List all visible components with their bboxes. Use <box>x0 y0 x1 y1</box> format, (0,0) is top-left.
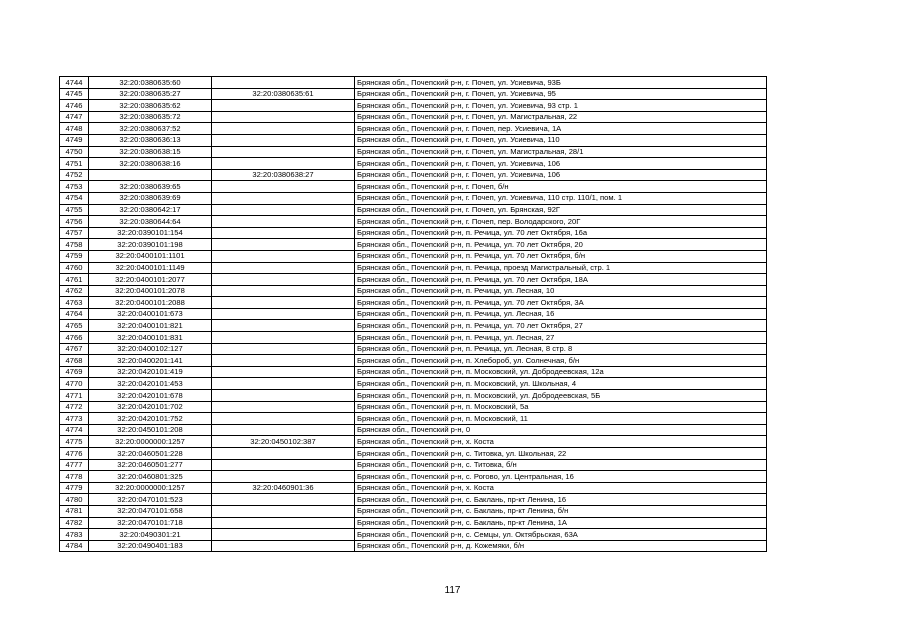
row-number-cell: 4746 <box>60 100 89 112</box>
row-number-cell: 4753 <box>60 181 89 193</box>
row-number-cell: 4760 <box>60 262 89 274</box>
previous-cadastral-number-cell <box>212 204 355 216</box>
cadastral-number-cell: 32:20:0000000:1257 <box>89 482 212 494</box>
address-cell: Брянская обл., Почепский р-н, г. Почеп, б/н <box>355 181 767 193</box>
address-cell: Брянская обл., Почепский р-н, с. Титовка, ул. Школьная, 22 <box>355 448 767 460</box>
previous-cadastral-number-cell <box>212 134 355 146</box>
address-cell: Брянская обл., Почепский р-н, г. Почеп, ул. Магистральная, 22 <box>355 111 767 123</box>
table-row <box>60 459 767 471</box>
address-cell: Брянская обл., Почепский р-н, с. Рогово, ул. Центральная, 16 <box>355 471 767 483</box>
row-number-cell: 4756 <box>60 216 89 228</box>
previous-cadastral-number-cell <box>212 424 355 436</box>
previous-cadastral-number-cell <box>212 227 355 239</box>
previous-cadastral-number-cell <box>212 158 355 170</box>
cadastral-number-cell: 32:20:0380636:13 <box>89 134 212 146</box>
previous-cadastral-number-cell <box>212 308 355 320</box>
table-row <box>60 239 767 251</box>
address-cell: Брянская обл., Почепский р-н, п. Речица, ул. 70 лет Октября, б/н <box>355 250 767 262</box>
address-cell: Брянская обл., Почепский р-н, г. Почеп, ул. Усиевича, 106 <box>355 158 767 170</box>
table-row <box>60 482 767 494</box>
row-number-cell: 4780 <box>60 494 89 506</box>
table-row <box>60 111 767 123</box>
row-number-cell: 4769 <box>60 366 89 378</box>
address-cell: Брянская обл., Почепский р-н, г. Почеп, ул. Усиевича, 110 <box>355 134 767 146</box>
previous-cadastral-number-cell <box>212 505 355 517</box>
address-cell: Брянская обл., Почепский р-н, х. Коста <box>355 436 767 448</box>
address-cell: Брянская обл., Почепский р-н, п. Речица, ул. 70 лет Октября, 27 <box>355 320 767 332</box>
cadastral-number-cell: 32:20:0400101:2078 <box>89 285 212 297</box>
table-row <box>60 308 767 320</box>
table-row <box>60 343 767 355</box>
previous-cadastral-number-cell <box>212 401 355 413</box>
table-row <box>60 100 767 112</box>
row-number-cell: 4768 <box>60 355 89 367</box>
table-row <box>60 505 767 517</box>
address-cell: Брянская обл., Почепский р-н, п. Речица, ул. 70 лет Октября, 16а <box>355 227 767 239</box>
row-number-cell: 4773 <box>60 413 89 425</box>
cadastral-number-cell: 32:20:0380635:27 <box>89 88 212 100</box>
address-cell: Брянская обл., Почепский р-н, с. Семцы, ул. Октябрьская, 63А <box>355 529 767 541</box>
table-row <box>60 517 767 529</box>
previous-cadastral-number-cell <box>212 366 355 378</box>
row-number-cell: 4752 <box>60 169 89 181</box>
cadastral-number-cell: 32:20:0400101:821 <box>89 320 212 332</box>
table-row <box>60 401 767 413</box>
previous-cadastral-number-cell <box>212 413 355 425</box>
cadastral-number-cell: 32:20:0380639:69 <box>89 192 212 204</box>
address-cell: Брянская обл., Почепский р-н, 0 <box>355 424 767 436</box>
previous-cadastral-number-cell <box>212 250 355 262</box>
cadastral-number-cell <box>89 169 212 181</box>
cadastral-number-cell: 32:20:0490401:183 <box>89 540 212 552</box>
table-row <box>60 436 767 448</box>
cadastral-number-cell: 32:20:0420101:419 <box>89 366 212 378</box>
previous-cadastral-number-cell <box>212 494 355 506</box>
previous-cadastral-number-cell <box>212 181 355 193</box>
row-number-cell: 4754 <box>60 192 89 204</box>
table-row <box>60 274 767 286</box>
previous-cadastral-number-cell <box>212 297 355 309</box>
previous-cadastral-number-cell <box>212 216 355 228</box>
cadastral-number-cell: 32:20:0470101:718 <box>89 517 212 529</box>
previous-cadastral-number-cell <box>212 448 355 460</box>
previous-cadastral-number-cell <box>212 274 355 286</box>
row-number-cell: 4779 <box>60 482 89 494</box>
address-cell: Брянская обл., Почепский р-н, г. Почеп, ул. Усиевича, 93Б <box>355 77 767 89</box>
address-cell: Брянская обл., Почепский р-н, п. Московский, 5а <box>355 401 767 413</box>
table-row <box>60 529 767 541</box>
row-number-cell: 4777 <box>60 459 89 471</box>
previous-cadastral-number-cell <box>212 320 355 332</box>
cadastral-number-cell: 32:20:0450101:208 <box>89 424 212 436</box>
previous-cadastral-number-cell <box>212 100 355 112</box>
row-number-cell: 4766 <box>60 332 89 344</box>
cadastral-number-cell: 32:20:0470101:658 <box>89 505 212 517</box>
cadastral-number-cell: 32:20:0000000:1257 <box>89 436 212 448</box>
address-cell: Брянская обл., Почепский р-н, п. Речица, ул. 70 лет Октября, 20 <box>355 239 767 251</box>
cadastral-number-cell: 32:20:0380644:64 <box>89 216 212 228</box>
row-number-cell: 4759 <box>60 250 89 262</box>
table-row <box>60 250 767 262</box>
row-number-cell: 4781 <box>60 505 89 517</box>
cadastral-number-cell: 32:20:0460501:277 <box>89 459 212 471</box>
previous-cadastral-number-cell <box>212 285 355 297</box>
table-row <box>60 285 767 297</box>
table-row <box>60 262 767 274</box>
row-number-cell: 4751 <box>60 158 89 170</box>
previous-cadastral-number-cell: 32:20:0460901:36 <box>212 482 355 494</box>
cadastral-number-cell: 32:20:0380638:15 <box>89 146 212 158</box>
cadastral-number-cell: 32:20:0390101:198 <box>89 239 212 251</box>
address-cell: Брянская обл., Почепский р-н, п. Хлебороб, ул. Солнечная, б/н <box>355 355 767 367</box>
table-row <box>60 169 767 181</box>
cadastral-number-cell: 32:20:0400101:831 <box>89 332 212 344</box>
address-cell: Брянская обл., Почепский р-н, г. Почеп, ул. Магистральная, 28/1 <box>355 146 767 158</box>
address-cell: Брянская обл., Почепский р-н, с. Баклань, пр-кт Ленина, 16 <box>355 494 767 506</box>
previous-cadastral-number-cell <box>212 77 355 89</box>
row-number-cell: 4774 <box>60 424 89 436</box>
table-row <box>60 424 767 436</box>
table-row <box>60 77 767 89</box>
address-cell: Брянская обл., Почепский р-н, п. Московский, ул. Добродеевская, 5Б <box>355 390 767 402</box>
address-cell: Брянская обл., Почепский р-н, г. Почеп, ул. Усиевича, 106 <box>355 169 767 181</box>
cadastral-number-cell: 32:20:0380638:16 <box>89 158 212 170</box>
table-row <box>60 192 767 204</box>
previous-cadastral-number-cell <box>212 540 355 552</box>
cadastral-number-cell: 32:20:0380637:52 <box>89 123 212 135</box>
previous-cadastral-number-cell <box>212 529 355 541</box>
previous-cadastral-number-cell <box>212 355 355 367</box>
table-row <box>60 181 767 193</box>
cadastral-number-cell: 32:20:0400102:127 <box>89 343 212 355</box>
table-row <box>60 378 767 390</box>
table-row <box>60 88 767 100</box>
row-number-cell: 4762 <box>60 285 89 297</box>
address-cell: Брянская обл., Почепский р-н, с. Баклань, пр-кт Ленина, б/н <box>355 505 767 517</box>
previous-cadastral-number-cell <box>212 378 355 390</box>
address-cell: Брянская обл., Почепский р-н, п. Московский, ул. Добродеевская, 12а <box>355 366 767 378</box>
row-number-cell: 4765 <box>60 320 89 332</box>
address-cell: Брянская обл., Почепский р-н, г. Почеп, ул. Усиевича, 95 <box>355 88 767 100</box>
cadastral-number-cell: 32:20:0420101:453 <box>89 378 212 390</box>
row-number-cell: 4758 <box>60 239 89 251</box>
cadastral-number-cell: 32:20:0400101:673 <box>89 308 212 320</box>
cadastral-number-cell: 32:20:0380635:60 <box>89 77 212 89</box>
table-row <box>60 355 767 367</box>
cadastral-number-cell: 32:20:0400101:2077 <box>89 274 212 286</box>
row-number-cell: 4757 <box>60 227 89 239</box>
previous-cadastral-number-cell <box>212 146 355 158</box>
row-number-cell: 4772 <box>60 401 89 413</box>
previous-cadastral-number-cell <box>212 390 355 402</box>
table-row <box>60 448 767 460</box>
previous-cadastral-number-cell <box>212 343 355 355</box>
cadastral-number-cell: 32:20:0380639:65 <box>89 181 212 193</box>
register-table-body <box>60 77 767 552</box>
previous-cadastral-number-cell <box>212 262 355 274</box>
previous-cadastral-number-cell <box>212 192 355 204</box>
cadastral-number-cell: 32:20:0490301:21 <box>89 529 212 541</box>
table-row <box>60 158 767 170</box>
cadastral-number-cell: 32:20:0400101:1149 <box>89 262 212 274</box>
address-cell: Брянская обл., Почепский р-н, п. Речица, ул. 70 лет Октября, 18А <box>355 274 767 286</box>
address-cell: Брянская обл., Почепский р-н, с. Титовка, б/н <box>355 459 767 471</box>
previous-cadastral-number-cell <box>212 459 355 471</box>
table-row <box>60 471 767 483</box>
previous-cadastral-number-cell: 32:20:0380638:27 <box>212 169 355 181</box>
row-number-cell: 4764 <box>60 308 89 320</box>
cadastral-number-cell: 32:20:0380635:62 <box>89 100 212 112</box>
row-number-cell: 4763 <box>60 297 89 309</box>
cadastral-number-cell: 32:20:0380642:17 <box>89 204 212 216</box>
page-number: 117 <box>444 585 461 596</box>
cadastral-number-cell: 32:20:0460501:228 <box>89 448 212 460</box>
row-number-cell: 4767 <box>60 343 89 355</box>
previous-cadastral-number-cell: 32:20:0450102:387 <box>212 436 355 448</box>
table-row <box>60 320 767 332</box>
cadastral-number-cell: 32:20:0460801:325 <box>89 471 212 483</box>
address-cell: Брянская обл., Почепский р-н, г. Почеп, ул. Усиевича, 110 стр. 110/1, пом. 1 <box>355 192 767 204</box>
address-cell: Брянская обл., Почепский р-н, с. Баклань, пр-кт Ленина, 1А <box>355 517 767 529</box>
row-number-cell: 4747 <box>60 111 89 123</box>
table-row <box>60 146 767 158</box>
address-cell: Брянская обл., Почепский р-н, д. Кожемяки, б/н <box>355 540 767 552</box>
table-row <box>60 366 767 378</box>
row-number-cell: 4771 <box>60 390 89 402</box>
table-row <box>60 413 767 425</box>
cadastral-number-cell: 32:20:0390101:154 <box>89 227 212 239</box>
row-number-cell: 4782 <box>60 517 89 529</box>
previous-cadastral-number-cell <box>212 332 355 344</box>
table-row <box>60 332 767 344</box>
previous-cadastral-number-cell <box>212 239 355 251</box>
address-cell: Брянская обл., Почепский р-н, п. Московский, 11 <box>355 413 767 425</box>
previous-cadastral-number-cell: 32:20:0380635:61 <box>212 88 355 100</box>
row-number-cell: 4775 <box>60 436 89 448</box>
row-number-cell: 4749 <box>60 134 89 146</box>
row-number-cell: 4784 <box>60 540 89 552</box>
row-number-cell: 4778 <box>60 471 89 483</box>
address-cell: Брянская обл., Почепский р-н, п. Речица, проезд Магистральный, стр. 1 <box>355 262 767 274</box>
row-number-cell: 4750 <box>60 146 89 158</box>
address-cell: Брянская обл., Почепский р-н, г. Почеп, пер. Володарского, 20Г <box>355 216 767 228</box>
row-number-cell: 4755 <box>60 204 89 216</box>
cadastral-number-cell: 32:20:0420101:678 <box>89 390 212 402</box>
row-number-cell: 4770 <box>60 378 89 390</box>
previous-cadastral-number-cell <box>212 517 355 529</box>
address-cell: Брянская обл., Почепский р-н, п. Речица, ул. Лесная, 16 <box>355 308 767 320</box>
table-row <box>60 227 767 239</box>
row-number-cell: 4748 <box>60 123 89 135</box>
address-cell: Брянская обл., Почепский р-н, г. Почеп, ул. Брянская, 92Г <box>355 204 767 216</box>
row-number-cell: 4783 <box>60 529 89 541</box>
cadastral-number-cell: 32:20:0400101:1101 <box>89 250 212 262</box>
address-cell: Брянская обл., Почепский р-н, г. Почеп, пер. Усиевича, 1А <box>355 123 767 135</box>
previous-cadastral-number-cell <box>212 471 355 483</box>
table-row <box>60 494 767 506</box>
table-row <box>60 134 767 146</box>
cadastral-number-cell: 32:20:0420101:752 <box>89 413 212 425</box>
table-row <box>60 540 767 552</box>
table-row <box>60 204 767 216</box>
cadastral-number-cell: 32:20:0470101:523 <box>89 494 212 506</box>
row-number-cell: 4761 <box>60 274 89 286</box>
table-row <box>60 216 767 228</box>
cadastral-number-cell: 32:20:0420101:702 <box>89 401 212 413</box>
row-number-cell: 4776 <box>60 448 89 460</box>
previous-cadastral-number-cell <box>212 111 355 123</box>
address-cell: Брянская обл., Почепский р-н, п. Речица, ул. Лесная, 27 <box>355 332 767 344</box>
register-table <box>59 76 767 552</box>
row-number-cell: 4744 <box>60 77 89 89</box>
previous-cadastral-number-cell <box>212 123 355 135</box>
address-cell: Брянская обл., Почепский р-н, х. Коста <box>355 482 767 494</box>
address-cell: Брянская обл., Почепский р-н, г. Почеп, ул. Усиевича, 93 стр. 1 <box>355 100 767 112</box>
address-cell: Брянская обл., Почепский р-н, п. Речица, ул. 70 лет Октября, 3А <box>355 297 767 309</box>
row-number-cell: 4745 <box>60 88 89 100</box>
address-cell: Брянская обл., Почепский р-н, п. Речица, ул. Лесная, 10 <box>355 285 767 297</box>
cadastral-number-cell: 32:20:0400201:141 <box>89 355 212 367</box>
table-row <box>60 390 767 402</box>
table-row <box>60 123 767 135</box>
table-row <box>60 297 767 309</box>
address-cell: Брянская обл., Почепский р-н, п. Речица, ул. Лесная, 8 стр. 8 <box>355 343 767 355</box>
cadastral-number-cell: 32:20:0400101:2088 <box>89 297 212 309</box>
address-cell: Брянская обл., Почепский р-н, п. Московский, ул. Школьная, 4 <box>355 378 767 390</box>
cadastral-number-cell: 32:20:0380635:72 <box>89 111 212 123</box>
